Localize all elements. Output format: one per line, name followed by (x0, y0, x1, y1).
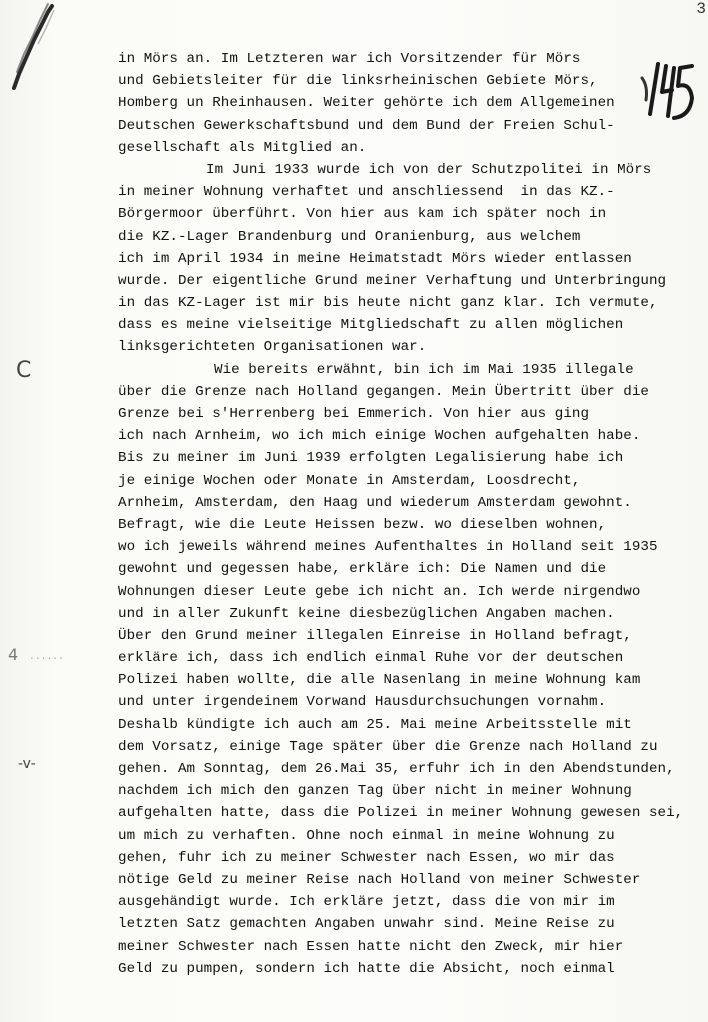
text-line: linksgerichteten Organisationen war. (118, 339, 427, 356)
text-line: in das KZ-Lager ist mir bis heute nicht ganz klar. Ich vermute, (118, 295, 658, 312)
text-line: Arnheim, Amsterdam, den Haag und wiederum Amsterdam gewohnt. (118, 494, 632, 511)
text-line: gewohnt und gegessen habe, erkläre ich: Die Namen und die (118, 561, 607, 578)
text-line: letzten Satz gemachten Angaben unwahr sind. Meine Reise zu (118, 916, 615, 933)
text-line: Wohnungen dieser Leute gebe ich nicht an. Ich werde nirgendwo (118, 583, 641, 600)
margin-mark-dots: ...... (30, 648, 65, 662)
margin-mark-tick: -v- (18, 756, 36, 772)
text-line: und Gebietsleiter für die linksrheinischen Gebiete Mörs, (118, 73, 598, 90)
page-number: 3 (696, 0, 706, 18)
text-line: gesellschaft als Mitglied an. (118, 139, 367, 156)
text-line: wo ich jeweils während meines Aufenthaltes in Holland seit 1935 (118, 539, 658, 556)
text-line: Wie bereits erwähnt, bin ich im Mai 1935 illegale (214, 361, 634, 378)
text-line: gehen. Am Sonntag, dem 26.Mai 35, erfuhr ich in den Abendstunden, (118, 761, 675, 777)
margin-mark-four: 4 (8, 645, 19, 664)
text-line: Polizei haben wollte, die alle Nasenlang in meine Wohnung kam (118, 672, 641, 689)
text-line: meiner Schwester nach Essen hatte nicht den Zweck, mir hier (118, 938, 624, 955)
text-line: um mich zu verhaften. Ohne noch einmal in meine Wohnung zu (118, 827, 615, 844)
text-line: wurde. Der eigentliche Grund meiner Verhaftung und Unterbringung (118, 272, 667, 289)
text-line: ausgehändigt wurde. Ich erkläre jetzt, dass die von mir im (118, 894, 615, 911)
text-line: Im Juni 1933 wurde ich von der Schutzpolitei in Mörs (206, 161, 652, 178)
text-line: gehen, fuhr ich zu meiner Schwester nach Essen, wo mir das (118, 849, 615, 866)
handwritten-slash-mark (8, 2, 58, 92)
text-line: nötige Geld zu meiner Reise nach Holland von meiner Schwester (118, 871, 641, 888)
margin-mark-c: C (16, 358, 32, 383)
text-line: ich im April 1934 in meine Heimatstadt Mörs wieder entlassen (118, 250, 632, 267)
text-line: dem Vorsatz, einige Tage später über die Grenze nach Holland zu (118, 738, 658, 755)
text-line: Über den Grund meiner illegalen Einreise in Holland befragt, (118, 627, 632, 644)
text-line: dass es meine vielseitige Mitgliedschaft zu allen möglichen (118, 317, 624, 334)
text-line: Homberg un Rheinhausen. Weiter gehörte ich dem Allgemeinen (118, 95, 615, 112)
text-line: über die Grenze nach Holland gegangen. Mein Übertritt über die (118, 383, 649, 400)
text-line: in Mörs an. Im Letzteren war ich Vorsitzender für Mörs (118, 51, 581, 67)
text-line: Deutschen Gewerkschaftsbund und dem Bund der Freien Schul- (118, 117, 615, 134)
text-line: Deshalb kündigte ich auch am 25. Mai meine Arbeitsstelle mit (118, 716, 632, 733)
text-line: Befragt, wie die Leute Heissen bezw. wo dieselben wohnen, (118, 516, 607, 533)
text-line: ich nach Arnheim, wo ich mich einige Wochen aufgehalten habe. (118, 428, 641, 445)
text-line: die KZ.-Lager Brandenburg und Oranienburg, aus welchem (118, 228, 581, 245)
text-line: und unter irgendeinem Vorwand Hausdurchsuchungen vornahm. (118, 694, 607, 711)
text-line: je einige Wochen oder Monate in Amsterdam, Loosdrecht, (118, 472, 581, 489)
text-line: in meiner Wohnung verhaftet und anschliessend in das KZ.- (118, 184, 615, 201)
text-line: aufgehalten hatte, dass die Polizei in meiner Wohnung gewesen sei, (118, 805, 684, 822)
text-line: nachdem ich mich den ganzen Tag über nicht in meiner Wohnung (118, 783, 632, 800)
text-line: erkläre ich, dass ich endlich einmal Ruhe vor der deutschen (118, 650, 624, 667)
text-line: Geld zu pumpen, sondern ich hatte die Absicht, noch einmal (118, 960, 615, 977)
typed-text-block (118, 48, 708, 980)
text-line: und in aller Zukunft keine diesbezüglichen Angaben machen. (118, 605, 615, 622)
text-line: Bis zu meiner im Juni 1939 erfolgten Legalisierung habe ich (118, 450, 624, 467)
text-line: Grenze bei s'Herrenberg bei Emmerich. Von hier aus ging (118, 406, 590, 422)
text-line: Börgermoor überführt. Von hier aus kam ich später noch in (118, 206, 607, 223)
